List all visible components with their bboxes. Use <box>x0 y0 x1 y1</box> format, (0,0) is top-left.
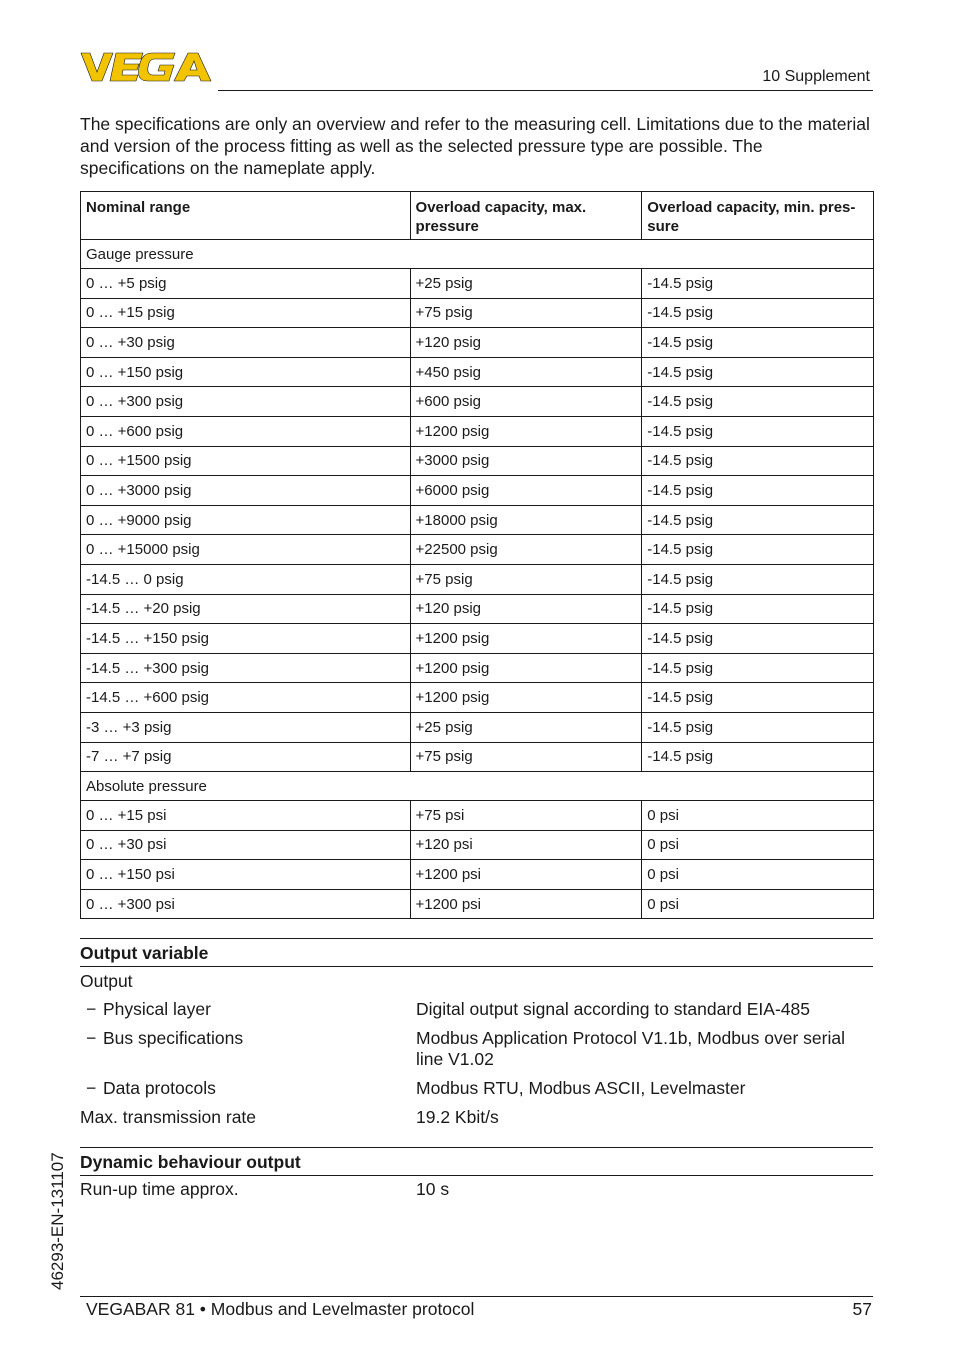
header-rule <box>218 90 873 91</box>
header-overload-min: Overload capacity, min. pres-sure <box>642 192 874 240</box>
cell-nominal-range: 0 … +150 psi <box>81 860 411 890</box>
group-row-absolute <box>81 772 874 801</box>
cell-overload-max: +75 psig <box>410 742 642 772</box>
dash-bullet: − <box>86 999 97 1019</box>
cell-overload-max: +1200 psi <box>410 889 642 919</box>
table-row <box>81 269 874 299</box>
vega-logo <box>80 50 212 84</box>
table-row <box>81 357 874 387</box>
cell-overload-max: +75 psi <box>410 801 642 831</box>
bus-spec-value: Modbus Application Protocol V1.1b, Modbus over serial line V1.02 <box>416 1028 845 1069</box>
cell-overload-min: -14.5 psig <box>642 357 874 387</box>
cell-overload-max: +1200 psig <box>410 653 642 683</box>
cell-overload-max: +25 psig <box>410 269 642 299</box>
cell-overload-min: -14.5 psig <box>642 594 874 624</box>
cell-overload-min: -14.5 psig <box>642 446 874 476</box>
cell-nominal-range: 0 … +9000 psig <box>81 505 411 535</box>
table-row <box>81 860 874 890</box>
cell-overload-min: -14.5 psig <box>642 742 874 772</box>
data-protocols-value: Modbus RTU, Modbus ASCII, Levelmaster <box>416 1078 746 1098</box>
cell-overload-max: +1200 psig <box>410 683 642 713</box>
section-rule <box>80 966 873 967</box>
table-row <box>81 416 874 446</box>
cell-nominal-range: 0 … +15 psig <box>81 298 411 328</box>
cell-nominal-range: 0 … +1500 psig <box>81 446 411 476</box>
table-row <box>81 328 874 358</box>
cell-nominal-range: 0 … +3000 psig <box>81 476 411 506</box>
cell-nominal-range: -7 … +7 psig <box>81 742 411 772</box>
cell-nominal-range: -14.5 … +150 psig <box>81 624 411 654</box>
group-row-gauge <box>81 240 874 269</box>
label-text: Bus specifications <box>103 1028 244 1048</box>
runup-label: Run-up time approx. <box>80 1179 239 1199</box>
footer-rule <box>80 1296 873 1297</box>
table-row <box>81 712 874 742</box>
cell-overload-min: 0 psi <box>642 830 874 860</box>
label-text: Data protocols <box>103 1078 216 1098</box>
header-nominal-range: Nominal range <box>81 192 411 240</box>
cell-nominal-range: -14.5 … +300 psig <box>81 653 411 683</box>
section-rule <box>80 938 873 939</box>
cell-overload-min: -14.5 psig <box>642 683 874 713</box>
cell-nominal-range: -14.5 … 0 psig <box>81 564 411 594</box>
table-row <box>81 505 874 535</box>
cell-overload-min: -14.5 psig <box>642 564 874 594</box>
cell-nominal-range: -3 … +3 psig <box>81 712 411 742</box>
cell-nominal-range: -14.5 … +20 psig <box>81 594 411 624</box>
cell-overload-max: +6000 psig <box>410 476 642 506</box>
document-code: 46293-EN-131107 <box>48 1152 67 1290</box>
cell-overload-max: +1200 psig <box>410 416 642 446</box>
physical-layer-label <box>86 999 211 1020</box>
table-row <box>81 830 874 860</box>
table-row <box>81 387 874 417</box>
cell-overload-min: -14.5 psig <box>642 298 874 328</box>
cell-overload-max: +450 psig <box>410 357 642 387</box>
cell-overload-min: -14.5 psig <box>642 653 874 683</box>
group-label: Gauge pressure <box>81 240 874 269</box>
cell-overload-min: 0 psi <box>642 860 874 890</box>
cell-overload-min: -14.5 psig <box>642 387 874 417</box>
cell-nominal-range: 0 … +150 psig <box>81 357 411 387</box>
table-row <box>81 683 874 713</box>
cell-nominal-range: -14.5 … +600 psig <box>81 683 411 713</box>
section-reference: 10 Supplement <box>762 68 870 85</box>
table-row <box>81 889 874 919</box>
dash-bullet: − <box>86 1078 97 1098</box>
cell-nominal-range: 0 … +30 psi <box>81 830 411 860</box>
page-number: 57 <box>852 1299 872 1319</box>
cell-nominal-range: 0 … +15 psi <box>81 801 411 831</box>
table-header-row <box>81 192 874 240</box>
cell-overload-max: +25 psig <box>410 712 642 742</box>
section-rule <box>80 1147 873 1148</box>
table-row <box>81 653 874 683</box>
footer-title: VEGABAR 81 • Modbus and Levelmaster protocol <box>86 1299 475 1319</box>
cell-overload-max: +600 psig <box>410 387 642 417</box>
cell-overload-min: -14.5 psig <box>642 712 874 742</box>
cell-nominal-range: 0 … +300 psi <box>81 889 411 919</box>
cell-overload-max: +3000 psig <box>410 446 642 476</box>
section-rule <box>80 1175 873 1176</box>
table-row <box>81 535 874 565</box>
cell-overload-min: -14.5 psig <box>642 535 874 565</box>
section-title-dynamic-behaviour: Dynamic behaviour output <box>80 1152 301 1172</box>
max-rate-label: Max. transmission rate <box>80 1107 257 1127</box>
max-rate-value: 19.2 Kbit/s <box>416 1107 499 1127</box>
table-row <box>81 742 874 772</box>
table-row <box>81 801 874 831</box>
table-row <box>81 564 874 594</box>
cell-overload-max: +1200 psig <box>410 624 642 654</box>
group-label: Absolute pressure <box>81 772 874 801</box>
cell-overload-max: +22500 psig <box>410 535 642 565</box>
cell-overload-max: +18000 psig <box>410 505 642 535</box>
table-row <box>81 476 874 506</box>
cell-overload-max: +120 psig <box>410 594 642 624</box>
table-row <box>81 298 874 328</box>
cell-overload-min: -14.5 psig <box>642 416 874 446</box>
intro-paragraph: The specifications are only an overview and refer to the measuring cell. Limitations due to the material and version of the process fitting as well as the selected pressure type are possible. The specifications on the nameplate apply. <box>80 114 870 178</box>
runup-value: 10 s <box>416 1179 450 1199</box>
cell-overload-min: -14.5 psig <box>642 269 874 299</box>
physical-layer-value: Digital output signal according to standard EIA-485 <box>416 999 810 1019</box>
dash-bullet: − <box>86 1028 97 1048</box>
cell-nominal-range: 0 … +30 psig <box>81 328 411 358</box>
cell-nominal-range: 0 … +300 psig <box>81 387 411 417</box>
header-overload-max: Overload capacity, max. pressure <box>410 192 642 240</box>
cell-overload-max: +1200 psi <box>410 860 642 890</box>
table-row <box>81 624 874 654</box>
cell-overload-min: -14.5 psig <box>642 505 874 535</box>
cell-nominal-range: 0 … +15000 psig <box>81 535 411 565</box>
cell-overload-min: 0 psi <box>642 889 874 919</box>
bus-spec-label <box>86 1028 243 1049</box>
cell-overload-max: +120 psig <box>410 328 642 358</box>
cell-overload-max: +75 psig <box>410 564 642 594</box>
cell-overload-min: -14.5 psig <box>642 476 874 506</box>
data-protocols-label <box>86 1078 216 1099</box>
cell-nominal-range: 0 … +600 psig <box>81 416 411 446</box>
label-text: Physical layer <box>103 999 211 1019</box>
cell-overload-max: +75 psig <box>410 298 642 328</box>
cell-overload-min: 0 psi <box>642 801 874 831</box>
table-row <box>81 594 874 624</box>
cell-overload-max: +120 psi <box>410 830 642 860</box>
cell-overload-min: -14.5 psig <box>642 624 874 654</box>
overload-table <box>80 191 874 919</box>
table-row <box>81 446 874 476</box>
section-title-output-variable: Output variable <box>80 943 209 963</box>
cell-overload-min: -14.5 psig <box>642 328 874 358</box>
cell-nominal-range: 0 … +5 psig <box>81 269 411 299</box>
output-label: Output <box>80 971 133 991</box>
